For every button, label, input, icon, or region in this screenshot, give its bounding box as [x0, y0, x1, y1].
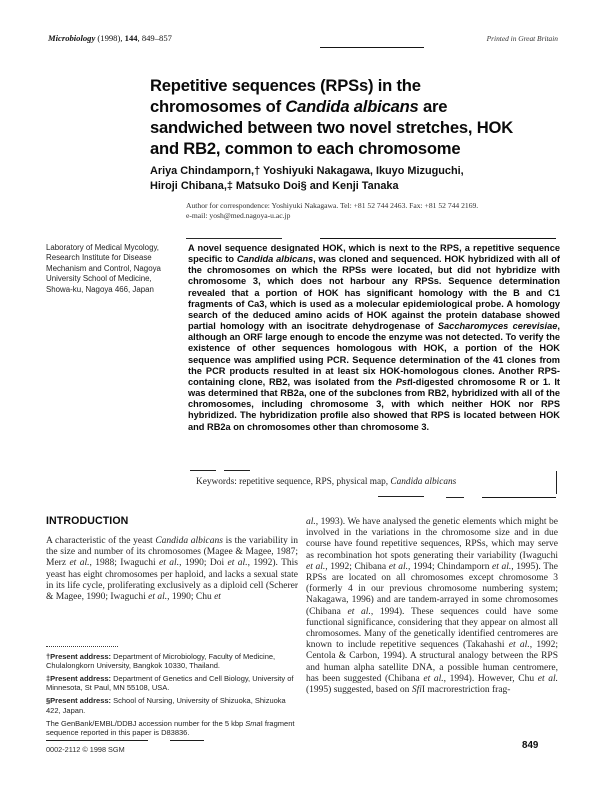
footnote-accession-number: The GenBank/EMBL/DDBJ accession number for the 5 kbp SmaI fragment sequence reported in this paper is D83836.	[46, 718, 295, 737]
title-line: sandwiched between two novel stretches, HOK	[150, 118, 514, 137]
footnotes	[46, 652, 302, 741]
footnote-present-address-1: †Present address: Department of Microbiology, Faculty of Medicine, Chulalongkorn University, Bangkok 10330, Thailand.	[46, 652, 276, 671]
abstract: A novel sequence designated HOK, which is next to the RPS, a repetitive sequence specific to Candida albicans, was cloned and sequenced. HOK hybridized with all of the chromosomes on which the RPSs were located, but did not hybridize with chromosome 3, which does not harbour any RPSs. Sequence determination revealed that a portion of HOK has significant homology with the B and C1 fragments of Ca3, which is used as a molecular epidemiological probe. A homology search of the deduced amino acids of HOK against the protein database showed partial homology with an isocitrate dehydrogenase of Saccharomyces cerevisiae, although an ORF large enough to encode the enzyme was not detected. To verify the existence of other sequences homologous with HOK, a portion of the HOK sequence was amplified using PCR. Sequence determination of the 41 clones from the PCR products resulted in at least six HOK-homologous clones. Another RPS-containing clone, RB2, was isolated from the PstI-digested chromosome R or 1. It was determined that RB2a, one of the subclones from RB2, hybridized with all of the chromosomes, including chromosome 3, with which neither HOK nor RPS hybridized. The hybridization profile also showed that RPS is located between HOK and RB2a on chromosomes other than chromosome 3.	[188, 243, 560, 432]
affiliation: Laboratory of Medical Mycology, Research Institute for Disease Mechanism and Control, Nagoya University School of Medicine, Showa-ku, Nagoya 466, Japan	[46, 243, 161, 294]
title-line: Repetitive sequences (RPSs) in the	[150, 76, 421, 95]
abstract-top-rule-left	[186, 238, 282, 239]
keywords-rule-vertical	[556, 471, 557, 494]
keywords-line: Keywords: repetitive sequence, RPS, physical map, Candida albicans	[196, 477, 457, 487]
intro-column-right: al., 1993). We have analysed the genetic elements which might be involved in the variations in the chromosome size and in due course have found repetitive sequences, RPSs, which may serve as recombination hot spots generating their variability (Iwaguchi et al., 1992; Chibana et al., 1994; Chindamporn et al., 1995). The RPSs are located on all chromosomes except chromosome 3 (formerly 4 in our previous chromosome numbering system; Nakagawa, 1996) and are tandem-arrayed in some chromosomes (Chibana et al., 1994). These sequences could have some functional significance, considering that they appear on almost all chromosomes. Many of the genetically identified centromeres are known to include repetitive sequences (Takahashi et al., 1992; Centola & Carbon, 1994). A structural analogy between the RPS and human alpha satellite DNA, a possible human centromere, has been suggested (Chibana et al., 1994). However, Chu et al. (1995) suggested, based on SfiI macrorestriction frag-	[306, 517, 559, 696]
abstract-top-rule-right	[320, 238, 556, 239]
title-line: and RB2, common to each chromosome	[150, 139, 461, 158]
page-number: 849	[522, 740, 539, 751]
correspondence-line: Author for correspondence: Yoshiyuki Nakagawa. Tel: +81 52 744 2463. Fax: +81 52 744 2169.	[186, 201, 479, 210]
footer-rule	[46, 740, 148, 741]
keywords-rule	[224, 470, 250, 471]
author-line: Ariya Chindamporn,† Yoshiyuki Nakagawa, Ikuyo Mizuguchi,	[150, 165, 464, 177]
keywords-rule	[378, 496, 424, 497]
header-rule	[320, 47, 424, 48]
keywords-rule	[446, 497, 464, 498]
footnote-present-address-2: ‡Present address: Department of Genetics and Cell Biology, University of Minnesota, St Paul, MN 55108, USA.	[46, 674, 294, 693]
keywords-rule	[482, 497, 556, 498]
printed-in-note: Printed in Great Britain	[486, 34, 558, 43]
author-list	[150, 164, 558, 193]
correspondence-email: e-mail: yosh@med.nagoya-u.ac.jp	[186, 210, 291, 220]
footnote-present-address-3: §Present address: School of Nursing, University of Shizuoka, Shizuoka 422, Japan.	[46, 696, 286, 715]
article-title	[150, 75, 562, 159]
footnote-separator	[46, 646, 118, 647]
keywords-rule	[190, 470, 216, 471]
footer-rule	[170, 740, 204, 741]
author-line: Hiroji Chibana,‡ Matsuko Doi§ and Kenji Tanaka	[150, 179, 399, 192]
correspondence-note	[186, 201, 516, 220]
intro-column-left: A characteristic of the yeast Candida albicans is the variability in the size and number of its chromosomes (Magee & Magee, 1987; Merz et al., 1988; Iwaguchi et al., 1990; Doi et al., 1992). This yeast has eight chromosomes per haploid, and lacks a sexual state in its life cycle, proliferating exclusively as a diploid cell (Scherer & Magee, 1990; Iwaguchi et al., 1990; Chu et	[46, 536, 299, 603]
journal-citation: Microbiology (1998), 144, 849–857	[48, 33, 172, 43]
issn-copyright-line: 0002-2112 © 1998 SGM	[46, 745, 125, 754]
title-line: chromosomes of Candida albicans are	[150, 97, 448, 116]
section-heading-introduction: INTRODUCTION	[46, 515, 129, 527]
